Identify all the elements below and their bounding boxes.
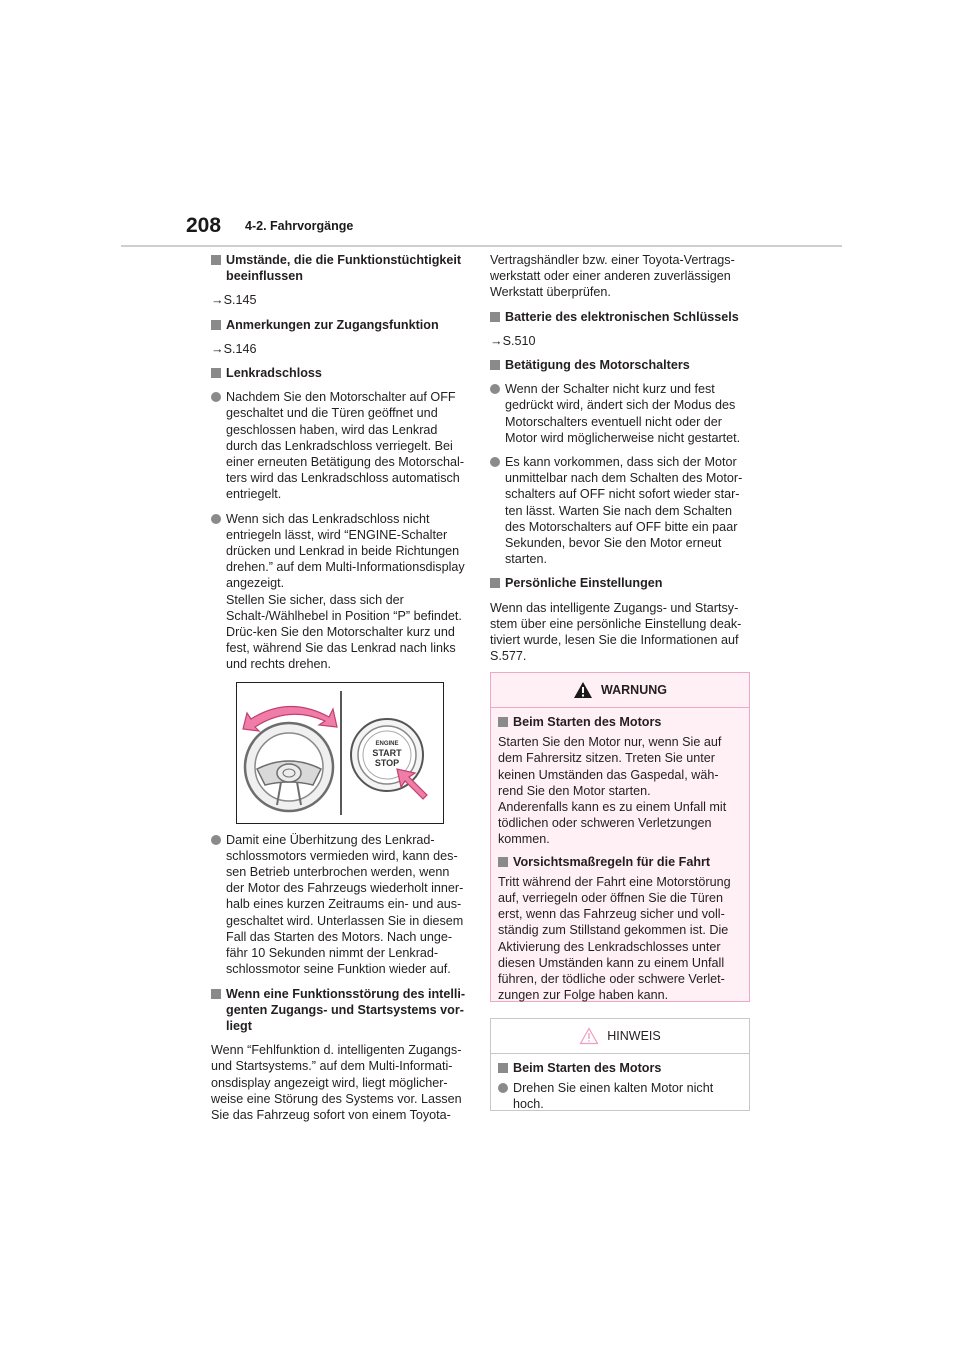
bullet-overheat: Damit eine Überhitzung des Lenkrad-schlossmotors vermieden wird, kann des-sen Betrieb unterbrochen werden, wenn der Motor des Fahrzeugs wiederholt inner-halb eines kurzen Zeitraums ein- und aus-geschaltet wird. Unterlassen Sie in diesem Fall das Starten des Motors. Nach unge-fähr 10 Sekunden nimmt der Lenkrad-schlossmotor seine Funktion wieder auf.: [211, 832, 466, 978]
press-arrow-icon: [397, 769, 427, 799]
warning-heading-driving: Vorsichtsmaßregeln für die Fahrt: [498, 854, 742, 870]
note-title: HINWEIS: [607, 1028, 661, 1043]
heading-access-notes: Anmerkungen zur Zugangsfunktion: [211, 317, 466, 333]
warning-box: [490, 672, 750, 1002]
paragraph-malfunction-continued: Vertragshändler bzw. einer Toyota-Vertrags-werkstatt oder einer anderen zuverlässigen Werkstatt überprüfen.: [490, 253, 735, 300]
page-number: 208: [186, 214, 222, 237]
note-heading-start: Beim Starten des Motors: [498, 1060, 742, 1076]
steering-wheel-icon: [245, 723, 333, 811]
caution-triangle-icon: [579, 1027, 599, 1045]
left-column: [211, 252, 466, 1127]
bullet-steering-lock-engage: Nachdem Sie den Motorschalter auf OFF geschaltet und die Türen geöffnet und geschlossen haben, wird das Lenkrad durch das Lenkradschloss verriegelt. Bei einer erneuten Betätigung des Motorschal-ters wird das Lenkradschloss automatisch entriegelt.: [211, 389, 466, 502]
warning-paragraph-driving: Tritt während der Fahrt eine Motorstörung auf, verriegeln oder öffnen Sie die Türen erst, wenn das Fahrzeug sicher und voll-ständig zum Stillstand gekommen ist. Die Aktivierung des Lenkradschlosses unter diesen Umständen kann zu einem Unfall führen, der tödliche oder schwere Verlet-zungen zur Folge haben kann.: [498, 874, 731, 1003]
right-column: [490, 252, 745, 672]
warning-header: [491, 673, 749, 708]
warning-triangle-icon: [573, 681, 593, 699]
note-box: [490, 1018, 750, 1111]
warning-heading-start: Beim Starten des Motors: [498, 714, 742, 730]
warning-paragraph-start: Starten Sie den Motor nur, wenn Sie auf dem Fahrersitz sitzen. Treten Sie unter keinen Umständen das Gaspedal, wäh-rend Sie den Motor starten. Anderenfalls kann es zu einem Unfall mit tödlichen oder schweren Verletzungen kommen.: [498, 735, 727, 847]
paragraph-personal-settings: Wenn das intelligente Zugangs- und Startsy-stem über eine persönliche Einstellung deak-tiviert wurde, lesen Sie die Informationen auf S.577.: [490, 600, 742, 664]
paragraph-malfunction: Wenn “Fehlfunktion d. intelligenten Zugangs- und Startsystems.” auf dem Multi-Informati-onsdisplay angezeigt wird, liegt möglicher-weise eine Störung des Systems vor. Lassen Sie das Fahrzeug sofort von einem Toyota-: [211, 1043, 462, 1122]
note-header: [491, 1019, 749, 1054]
button-label-start: START: [372, 747, 402, 758]
note-bullet-cold-engine: Drehen Sie einen kalten Motor nicht hoch.: [498, 1080, 742, 1112]
steering-wheel-illustration: [237, 683, 443, 823]
heading-personal-settings: Persönliche Einstellungen: [490, 575, 745, 591]
header-rule: [121, 245, 842, 247]
heading-malfunction: Wenn eine Funktionsstörung des intelli-genten Zugangs- und Startsystems vor-liegt: [211, 986, 466, 1035]
page-reference: →S.145: [211, 293, 257, 308]
heading-key-battery: Batterie des elektronischen Schlüssels: [490, 309, 745, 325]
page-reference: →S.510: [490, 333, 536, 348]
steering-wheel-figure: [236, 682, 444, 824]
bullet-restart-delay: Es kann vorkommen, dass sich der Motor unmittelbar nach dem Schalten des Motor-schalters auf OFF nicht sofort wieder star-ten lässt. Warten Sie nach dem Schalten des Motorschalters auf OFF bitte ein paar Sekunden, bevor Sie den Motor erneut starten.: [490, 454, 745, 567]
bullet-switch-press: Wenn der Schalter nicht kurz und fest gedrückt wird, ändert sich der Modus des Motorschalters eventuell nicht oder der Motor wird möglicherweise nicht gestartet.: [490, 381, 745, 446]
button-label-stop: STOP: [374, 757, 400, 768]
button-label-engine: ENGINE: [375, 740, 399, 747]
heading-conditions: Umstände, die die Funktionstüchtigkeit beeinflussen: [211, 252, 466, 284]
heading-steering-lock: Lenkradschloss: [211, 365, 466, 381]
heading-switch-operation: Betätigung des Motorschalters: [490, 357, 745, 373]
section-title: 4-2. Fahrvorgänge: [245, 219, 354, 233]
warning-title: WARNUNG: [601, 682, 667, 697]
bullet-steering-lock-release: Wenn sich das Lenkradschloss nicht entriegeln lässt, wird “ENGINE-Schalter drücken und Lenkrad in beide Richtungen drehen.” auf dem Multi-Informationsdisplay angezeigt. Stellen Sie sicher, dass sich der Schalt-/Wählhebel in Position “P” befindet. Drüc-ken Sie den Motorschalter kurz und fest, während Sie das Lenkrad nach links und rechts drehen.: [211, 511, 466, 673]
page-reference: →S.146: [211, 341, 257, 356]
